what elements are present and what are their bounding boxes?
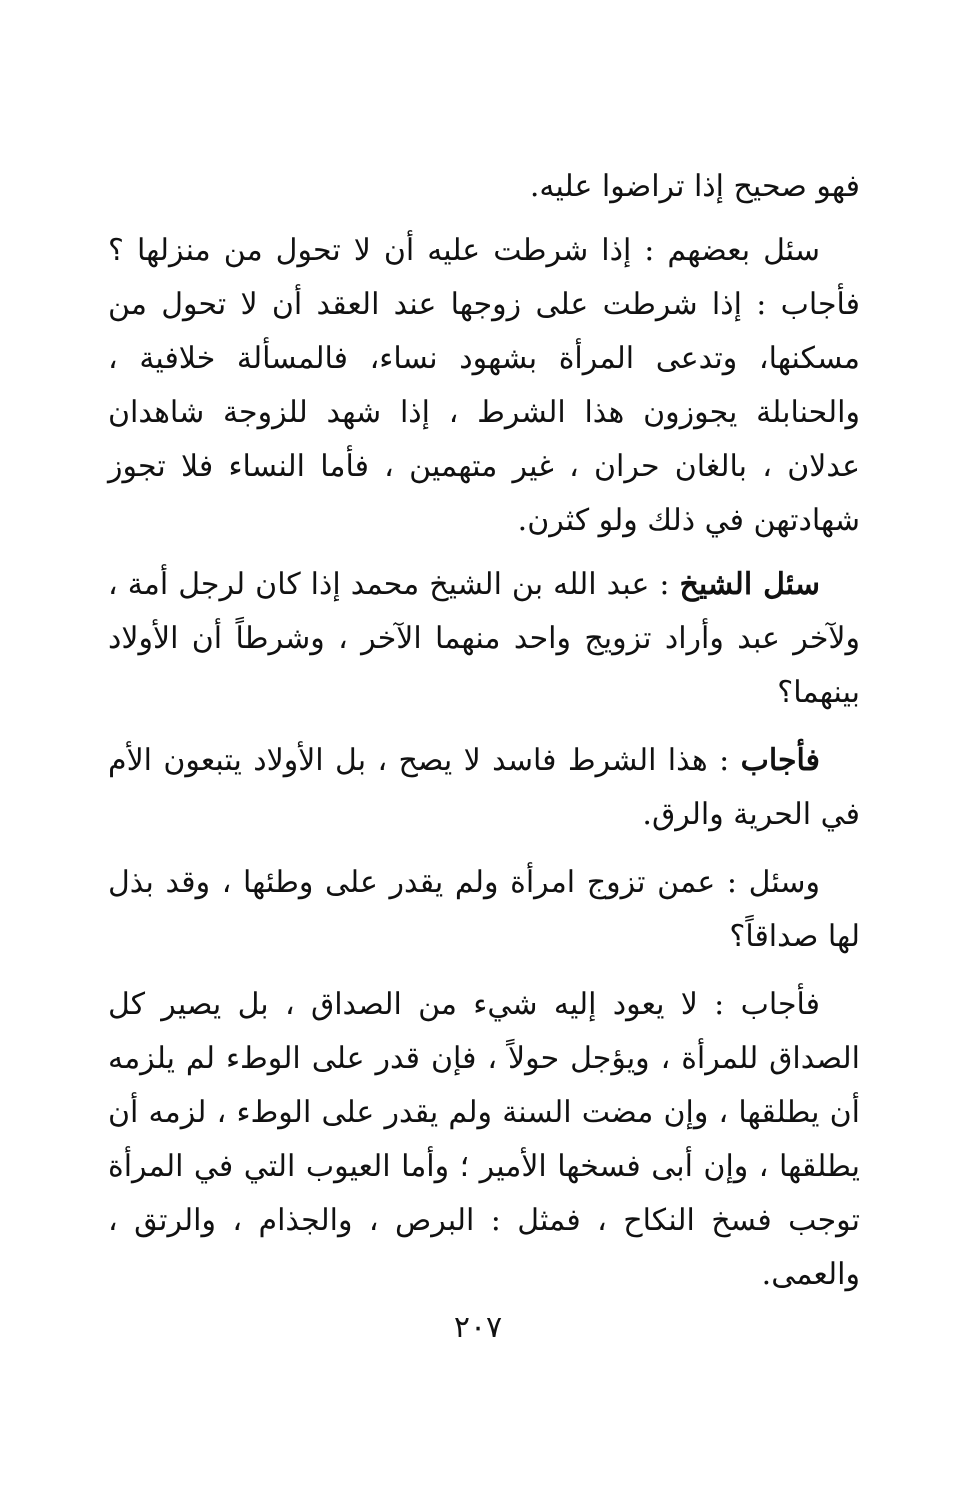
- paragraph-text: : هذا الشرط فاسد لا يصح ، بل الأولاد يتبعون الأم في الحرية والرق.: [108, 743, 860, 832]
- page-body: [108, 160, 860, 1302]
- paragraph-4: [108, 734, 860, 842]
- paragraph-text: فهو صحيح إذا تراضوا عليه.: [529, 169, 860, 204]
- paragraph-2: [108, 224, 860, 548]
- paragraph-3: [108, 558, 860, 720]
- paragraph-lead: سئل الشيخ: [679, 567, 820, 602]
- paragraph-text: : عبد الله بن الشيخ محمد إذا كان لرجل أمة ، ولآخر عبد وأراد تزويج واحد منهما الآخر ، وشرطاً أن الأولاد بينهما؟: [108, 567, 860, 710]
- paragraph-lead: فأجاب: [740, 743, 820, 778]
- paragraph-1: [108, 160, 860, 214]
- paragraph-text: سئل بعضهم : إذا شرطت عليه أن لا تحول من منزلها ؟ فأجاب : إذا شرطت على زوجها عند العقد أن لا تحول من مسكنها، وتدعى المرأة بشهود نساء، فالمسألة خلافية ، والحنابلة يجوزون هذا الشرط ، إذا شهد للزوجة شاهدان عدلان ، بالغان حران ، غير متهمين ، فأما النساء فلا تجوز شهادتهن في ذلك ولو كثرن.: [108, 233, 860, 538]
- paragraph-5: [108, 856, 860, 964]
- paragraph-text: فأجاب : لا يعود إليه شيء من الصداق ، بل يصير كل الصداق للمرأة ، ويؤجل حولاً ، فإن قدر على الوطء لم يلزمه أن يطلقها ، وإن مضت السنة ولم يقدر على الوطء ، لزمه أن يطلقها ، وإن أبى فسخها الأمير ؛ وأما العيوب التي في المرأة توجب فسخ النكاح ، فمثل : البرص ، والجذام ، والرتق ، والعمى.: [108, 987, 860, 1292]
- page-number: ٢٠٧: [453, 1310, 503, 1345]
- paragraph-text: وسئل : عمن تزوج امرأة ولم يقدر على وطئها ، وقد بذل لها صداقاً؟: [108, 865, 860, 954]
- paragraph-6: [108, 978, 860, 1302]
